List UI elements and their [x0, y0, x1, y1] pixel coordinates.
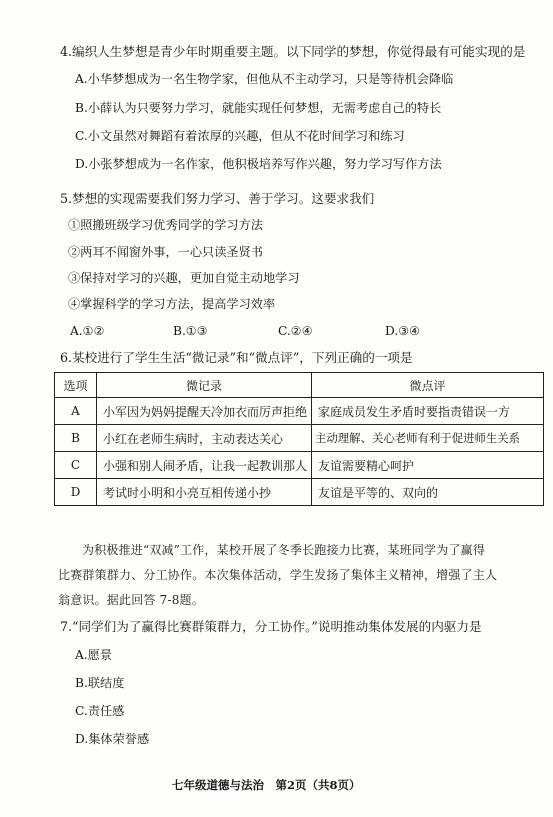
q7-option-b: B.联结度	[75, 676, 125, 690]
passage-line-3: 翁意识。据此回答 7-8题。	[58, 593, 204, 607]
q5-statement-1: ①照搬班级学习优秀同学的学习方法	[68, 218, 263, 232]
q5-choice-b: B.①③	[173, 324, 208, 338]
page-footer: 七年级道德与法治 第2页（共8页）	[172, 778, 361, 792]
q4-option-c: C.小文虽然对舞蹈有着浓厚的兴趣，但从不花时间学习和练习	[75, 129, 405, 143]
q5-statement-4: ④掌握科学的学习方法，提高学习效率	[68, 297, 276, 311]
q5-choice-d: D.③④	[385, 324, 421, 338]
passage-line-2: 比赛群策群力、分工协作。本次集体活动，学生发扬了集体主义精神，增强了主人	[58, 568, 498, 582]
q7-option-d: D.集体荣誉感	[75, 732, 150, 746]
header-micro-comment: 微点评	[312, 373, 544, 398]
row-option-label: D	[55, 479, 97, 506]
q5-statement-2: ②两耳不闻窗外事，一心只读圣贤书	[68, 245, 263, 259]
row-option-label: B	[55, 425, 97, 452]
table-header-row	[55, 373, 544, 398]
q5-choice-c: C.②④	[278, 324, 313, 338]
row-option-label: A	[55, 398, 97, 425]
q6-table	[54, 372, 544, 506]
passage-line-1: 为积极推进“双减”工作，某校开展了冬季长跑接力比赛，某班同学为了赢得	[82, 543, 486, 557]
q6-stem: 6.某校进行了学生生活“微记录”和“微点评”，下列正确的一项是	[60, 350, 413, 365]
row-record: 考试时小明和小亮互相传递小抄	[97, 479, 312, 506]
row-comment: 友谊是平等的、双向的	[312, 479, 544, 506]
q4-option-d: D.小张梦想成为一名作家，他积极培养写作兴趣，努力学习写作方法	[75, 157, 442, 171]
header-micro-record: 微记录	[97, 373, 312, 398]
table-row	[55, 479, 544, 506]
row-option-label: C	[55, 452, 97, 479]
table-row	[55, 398, 544, 425]
q5-statement-3: ③保持对学习的兴趣，更加自觉主动地学习	[68, 271, 300, 285]
q7-option-a: A.愿景	[75, 648, 113, 662]
q7-stem: 7.“同学们为了赢得比赛群策群力，分工协作。”说明推动集体发展的内驱力是	[60, 619, 482, 634]
header-option: 选项	[55, 373, 97, 398]
q4-option-a: A.小华梦想成为一名生物学家，但他从不主动学习，只是等待机会降临	[75, 72, 454, 86]
row-record: 小强和别人闹矛盾，让我一起教训那人	[97, 452, 312, 479]
table-row	[55, 452, 544, 479]
q4-option-b: B.小薛认为只要努力学习，就能实现任何梦想，无需考虑自己的特长	[75, 101, 442, 115]
row-record: 小军因为妈妈提醒天冷加衣而厉声拒绝	[97, 398, 312, 425]
row-comment: 家庭成员发生矛盾时要指责错误一方	[312, 398, 544, 425]
q5-stem: 5.梦想的实现需要我们努力学习、善于学习。这要求我们	[60, 191, 375, 206]
q7-option-c: C.责任感	[75, 704, 125, 718]
row-comment: 主动理解、关心老师有利于促进师生关系	[312, 425, 544, 452]
row-comment: 友谊需要精心呵护	[312, 452, 544, 479]
row-record: 小红在老师生病时，主动表达关心	[97, 425, 312, 452]
q4-stem: 4.编织人生梦想是青少年时期重要主题。以下同学的梦想，你觉得最有可能实现的是	[60, 44, 526, 59]
q5-choice-a: A.①②	[70, 324, 105, 338]
table-row	[55, 425, 544, 452]
